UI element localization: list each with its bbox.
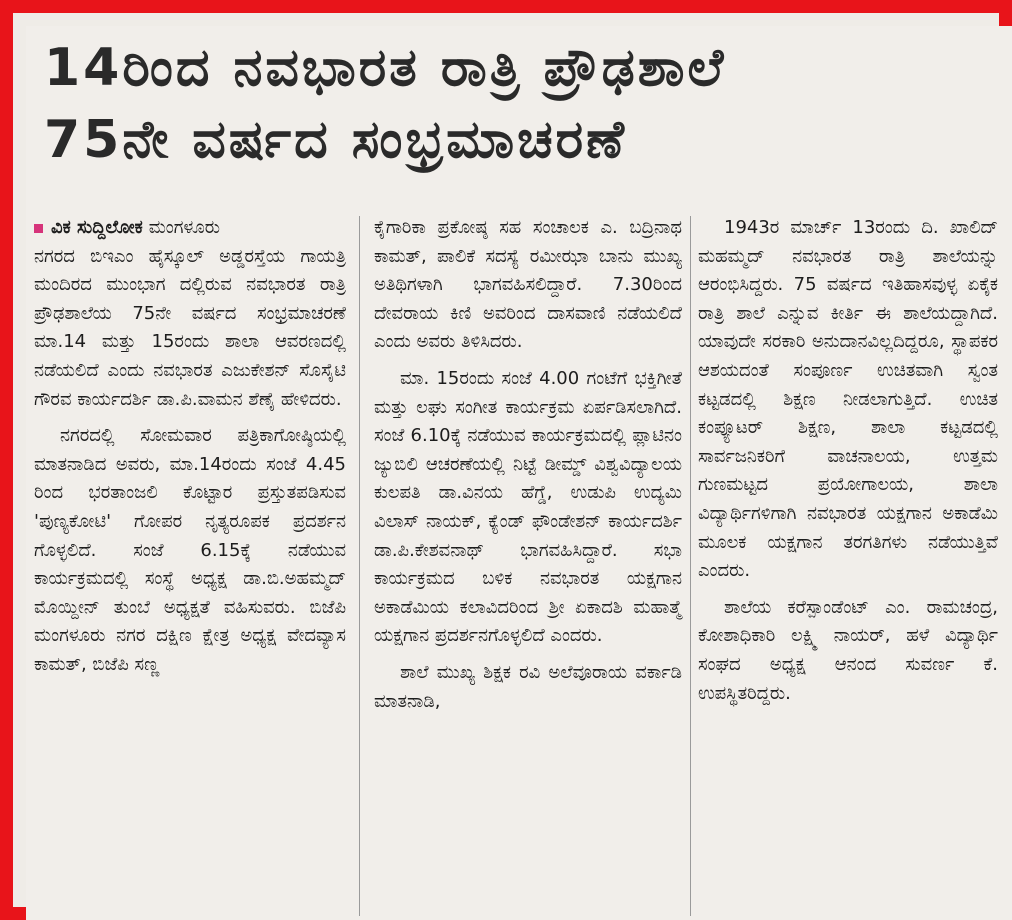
paragraph: ಕೈಗಾರಿಕಾ ಪ್ರಕೋಷ್ಠ ಸಹ ಸಂಚಾಲಕ ಎ. ಬದ್ರಿನಾಥ ಕಾಮತ್, ಪಾಲಿಕೆ ಸದಸ್ಯೆ ರಮೀಝಾ ಬಾನು ಮುಖ್ಯ ಅತಿಥಿಗಳಾಗಿ ಭಾಗವಹಿಸಲಿದ್ದಾರೆ. 7.30ರಿಂದ ದೇವರಾಯ ಕಿಣಿ ಅವರಿಂದ ದಾಸವಾಣಿ ನಡೆಯಲಿದೆ ಎಂದು ಅವರು ತಿಳಿಸಿದರು. — [374, 217, 682, 353]
news-source: ವಿಕ ಸುದ್ದಿಲೋಕ — [51, 217, 143, 238]
headline — [44, 32, 984, 176]
article-column-2 — [374, 214, 682, 716]
place-name: ಮಂಗಳೂರು — [148, 217, 221, 238]
column-divider — [359, 216, 360, 916]
paragraph: ಶಾಲೆ ಮುಖ್ಯ ಶಿಕ್ಷಕ ರವಿ ಅಲೆವೂರಾಯ ವರ್ಕಾಡಿ ಮಾತನಾಡಿ, — [374, 661, 682, 712]
dateline — [34, 214, 346, 243]
paragraph: ನಗರದ ಬಿಇಎಂ ಹೈಸ್ಕೂಲ್ ಅಡ್ಡರಸ್ತೆಯ ಗಾಯತ್ರಿ ಮಂದಿರದ ಮುಂಭಾಗ ದಲ್ಲಿರುವ ನವಭಾರತ ರಾತ್ರಿ ಪ್ರೌಢಶಾಲೆಯ 75ನೇ ವರ್ಷದ ಸಂಭ್ರಮಾಚರಣೆ ಮಾ.14 ಮತ್ತು 15ರಂದು ಶಾಲಾ ಆವರಣದಲ್ಲಿ ನಡೆಯಲಿದೆ ಎಂದು ನವಭಾರತ ಎಜುಕೇಶನ್ ಸೊಸೈಟಿ ಗೌರವ ಕಾರ್ಯದರ್ಶಿ ಡಾ.ಪಿ.ವಾಮನ ಶೆಣೈ ಹೇಳಿದರು. — [34, 245, 346, 410]
bullet-icon — [34, 224, 43, 233]
newspaper-clipping — [26, 26, 1012, 920]
paragraph: ಶಾಲೆಯ ಕರೆಸ್ಪಾಂಡೆಂಟ್ ಎಂ. ರಾಮಚಂದ್ರ, ಕೋಶಾಧಿಕಾರಿ ಲಕ್ಷ್ಮಿ ನಾಯರ್, ಹಳೆ ವಿದ್ಯಾರ್ಥಿ ಸಂಘದ ಅಧ್ಯಕ್ಷ ಆನಂದ ಸುವರ್ಣ ಕೆ. ಉಪಸ್ಥಿತರಿದ್ದರು. — [698, 596, 998, 704]
paragraph: 1943ರ ಮಾರ್ಚ್ 13ರಂದು ದಿ. ಖಾಲಿದ್ ಮಹಮ್ಮದ್ ನವಭಾರತ ರಾತ್ರಿ ಶಾಲೆಯನ್ನು ಆರಂಭಿಸಿದ್ದರು. 75 ವರ್ಷದ ಇತಿಹಾಸವುಳ್ಳ ಏಕೈಕ ರಾತ್ರಿ ಶಾಲೆ ಎನ್ನುವ ಕೀರ್ತಿ ಈ ಶಾಲೆಯದ್ದಾಗಿದೆ. ಯಾವುದೇ ಸರಕಾರಿ ಅನುದಾನವಿಲ್ಲದಿದ್ದರೂ, ಸ್ಥಾಪಕರ ಆಶಯದಂತೆ ಸಂಪೂರ್ಣ ಉಚಿತವಾಗಿ ಸ್ವಂತ ಕಟ್ಟಡದಲ್ಲಿ ಶಿಕ್ಷಣ ನೀಡಲಾಗುತ್ತಿದೆ. ಉಚಿತ ಕಂಪ್ಯೂಟರ್ ಶಿಕ್ಷಣ, ಶಾಲಾ ಕಟ್ಟಡದಲ್ಲಿ ಸಾರ್ವಜನಿಕರಿಗೆ ವಾಚನಾಲಯ, ಉತ್ತಮ ಗುಣಮಟ್ಟದ ಪ್ರಯೋಗಾಲಯ, ಶಾಲಾ ವಿದ್ಯಾರ್ಥಿಗಳಿಗಾಗಿ ನವಭಾರತ ಯಕ್ಷಗಾನ ಅಕಾಡೆಮಿ ಮೂಲಕ ಯಕ್ಷಗಾನ ತರಗತಿಗಳು ನಡೆಯುತ್ತಿವೆ ಎಂದರು. — [698, 217, 998, 582]
paragraph: ನಗರದಲ್ಲಿ ಸೋಮವಾರ ಪತ್ರಿಕಾಗೋಷ್ಠಿಯಲ್ಲಿ ಮಾತನಾಡಿದ ಅವರು, ಮಾ.14ರಂದು ಸಂಜೆ 4.45 ರಿಂದ ಭರತಾಂಜಲಿ ಕೊಟ್ಟಾರ ಪ್ರಸ್ತುತಪಡಿಸುವ 'ಪುಣ್ಯಕೋಟಿ' ಗೋಪರ ನೃತ್ಯರೂಪಕ ಪ್ರದರ್ಶನ ಗೊಳ್ಳಲಿದೆ. ಸಂಜೆ 6.15ಕ್ಕೆ ನಡೆಯುವ ಕಾರ್ಯಕ್ರಮದಲ್ಲಿ ಸಂಸ್ಥೆ ಅಧ್ಯಕ್ಷ ಡಾ.ಬಿ.ಅಹಮ್ಮದ್ ಮೊಯ್ದೀನ್ ತುಂಬೆ ಅಧ್ಯಕ್ಷತೆ ವಹಿಸುವರು. ಬಿಜೆಪಿ ಮಂಗಳೂರು ನಗರ ದಕ್ಷಿಣ ಕ್ಷೇತ್ರ ಅಧ್ಯಕ್ಷ ವೇದವ್ಯಾಸ ಕಾಮತ್, ಬಿಜೆಪಿ ಸಣ್ಣ — [34, 425, 346, 675]
headline-line-2: 75ನೇ ವರ್ಷದ ಸಂಭ್ರಮಾಚರಣೆ — [44, 110, 627, 170]
article-column-1 — [34, 214, 346, 680]
column-divider — [690, 216, 691, 916]
headline-line-1: 14ರಿಂದ ನವಭಾರತ ರಾತ್ರಿ ಪ್ರೌಢಶಾಲೆ — [44, 38, 727, 98]
paragraph: ಮಾ. 15ರಂದು ಸಂಜೆ 4.00 ಗಂಟೆಗೆ ಭಕ್ತಿಗೀತೆ ಮತ್ತು ಲಘು ಸಂಗೀತ ಕಾರ್ಯಕ್ರಮ ಏರ್ಪಡಿಸಲಾಗಿದೆ. ಸಂಜೆ 6.10ಕ್ಕೆ ನಡೆಯುವ ಕಾರ್ಯಕ್ರಮದಲ್ಲಿ ಪ್ಲಾಟಿನಂ ಜ್ಯುಬಿಲಿ ಆಚರಣೆಯಲ್ಲಿ ನಿಟ್ಟೆ ಡೀಮ್ಡ್ ವಿಶ್ವವಿದ್ಯಾಲಯ ಕುಲಪತಿ ಡಾ.ವಿನಯ ಹೆಗ್ಡೆ, ಉಡುಪಿ ಉದ್ಯಮಿ ವಿಲಾಸ್ ನಾಯಕ್, ಕ್ಯೆಂಡ್ ಫೌಂಡೇಶನ್ ಕಾರ್ಯದರ್ಶಿ ಡಾ.ಪಿ.ಕೇಶವನಾಥ್ ಭಾಗವಹಿಸಿದ್ದಾರೆ. ಸಭಾ ಕಾರ್ಯಕ್ರಮದ ಬಳಿಕ ನವಭಾರತ ಯಕ್ಷಗಾನ ಅಕಾಡೆಮಿಯ ಕಲಾವಿದರಿಂದ ಶ್ರೀ ಏಕಾದಶಿ ಮಹಾತ್ಮೆ ಯಕ್ಷಗಾನ ಪ್ರದರ್ಶನಗೊಳ್ಳಲಿದೆ ಎಂದರು. — [374, 367, 682, 647]
article-column-3 — [698, 214, 998, 708]
